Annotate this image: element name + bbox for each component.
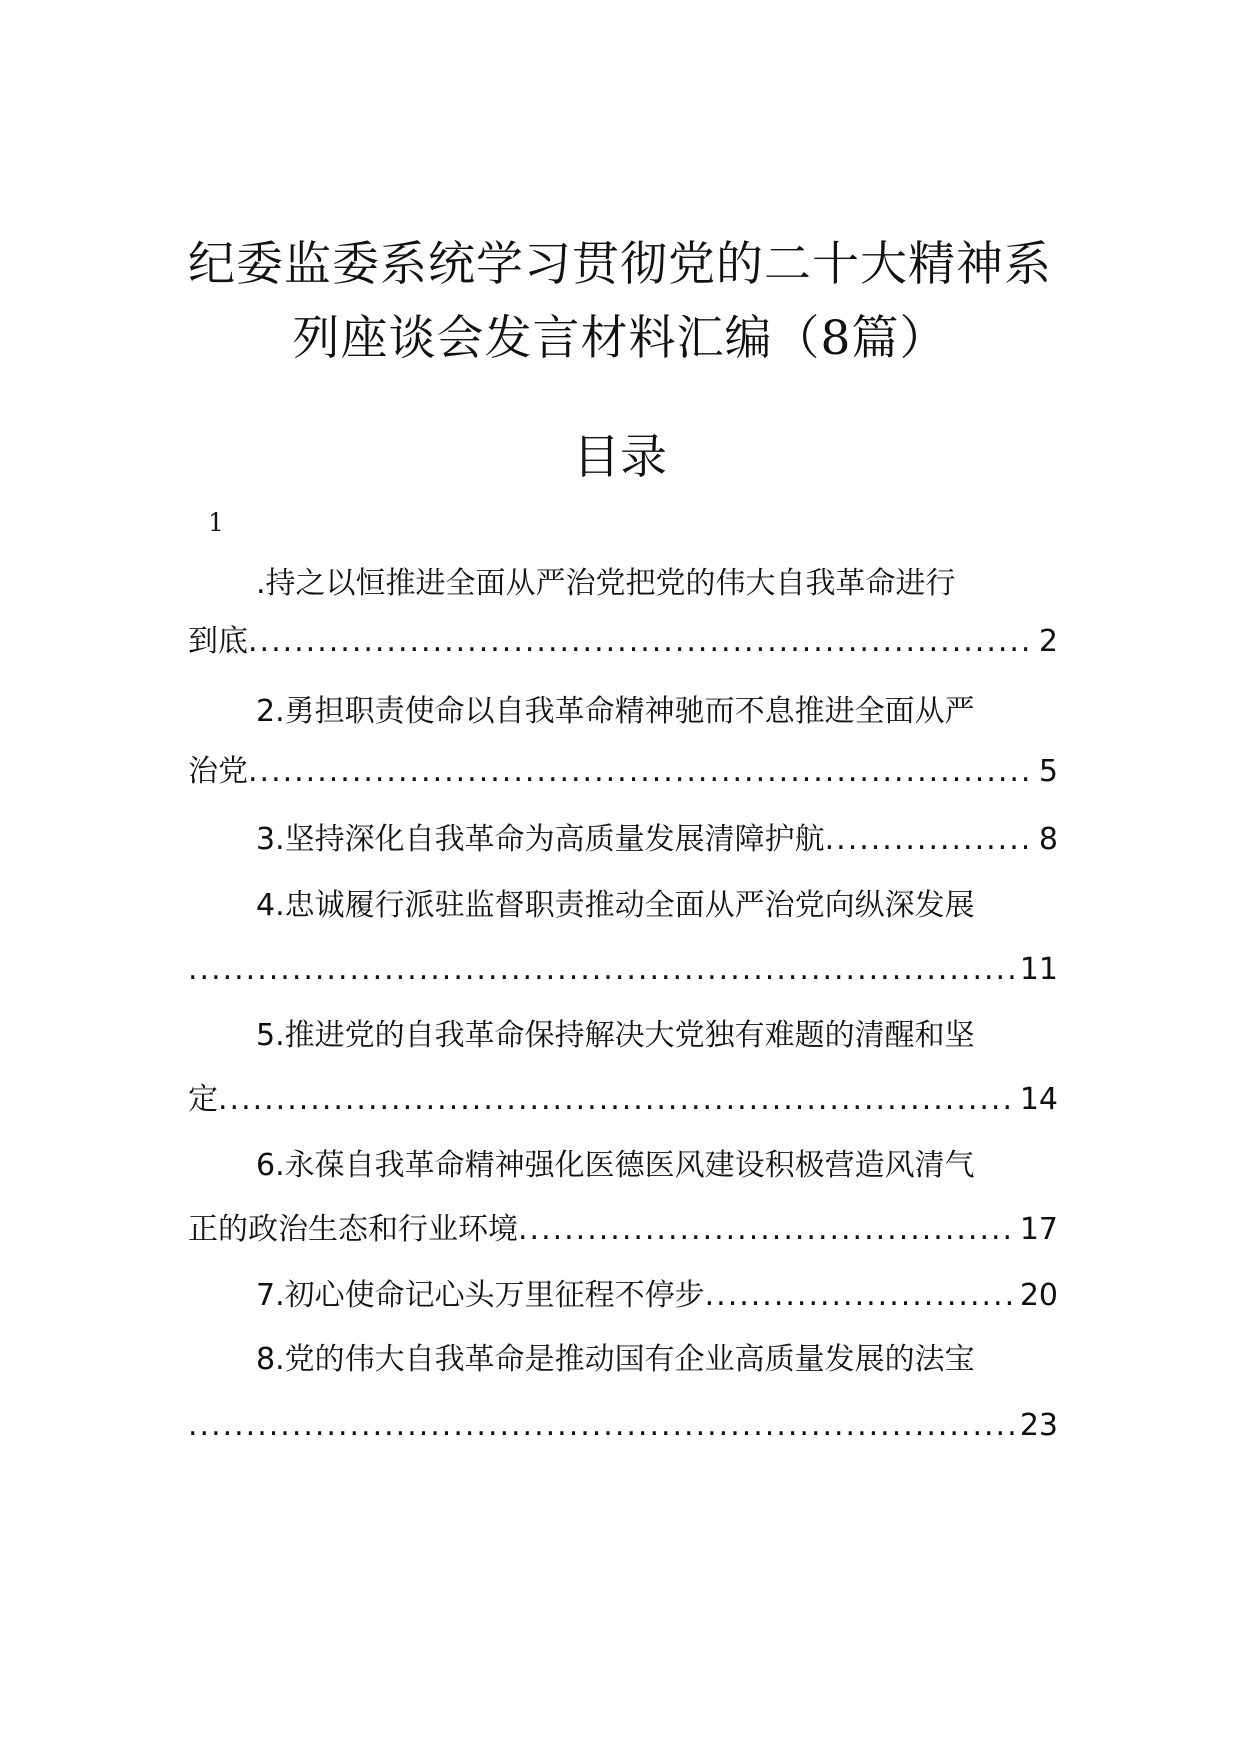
toc-entry-8-line-1[interactable] — [188, 1338, 1058, 1382]
dot-leader — [248, 750, 1035, 794]
title-line-2-suffix: 篇） — [851, 311, 948, 366]
dot-leader — [248, 620, 1035, 664]
toc-page-number: 11 — [1019, 952, 1058, 987]
toc-entry-1-line-1[interactable] — [188, 562, 1058, 606]
toc-entry-text: 到底 — [188, 624, 248, 659]
toc-entry-text: 正的政治生态和行业环境 — [188, 1212, 518, 1247]
toc-entry-4-line-1[interactable] — [188, 884, 1058, 928]
toc-entry-7[interactable] — [188, 1274, 1058, 1318]
dot-leader — [188, 1404, 1016, 1448]
toc-page-number: 2 — [1038, 624, 1058, 659]
toc-page-number: 5 — [1038, 754, 1058, 789]
toc-entry-3[interactable] — [188, 818, 1058, 862]
dot-leader — [218, 1078, 1016, 1122]
toc-entry-text: .持之以恒推进全面从严治党把党的伟大自我革命进行 — [256, 566, 956, 601]
toc-entry-6-line-2[interactable] — [188, 1208, 1058, 1252]
toc-entry-text: 治党 — [188, 754, 248, 789]
dot-leader — [825, 818, 1035, 862]
toc-page-number: 17 — [1019, 1212, 1058, 1247]
toc-page-number: 14 — [1019, 1082, 1058, 1117]
toc-entry-6-line-1[interactable] — [188, 1144, 1058, 1188]
toc-entry-5-line-2[interactable] — [188, 1078, 1058, 1122]
toc-entry-2-line-1[interactable] — [188, 690, 1058, 734]
document-title — [180, 228, 1060, 376]
dot-leader — [518, 1208, 1016, 1252]
dot-leader — [188, 948, 1016, 992]
page-marker: 1 — [208, 508, 224, 537]
title-count: 8 — [820, 311, 852, 366]
toc-entry-text: 定 — [188, 1082, 218, 1117]
toc-page-number: 20 — [1019, 1278, 1058, 1313]
title-line-2 — [180, 302, 1060, 376]
toc-page-number: 8 — [1038, 822, 1058, 857]
dot-leader — [705, 1274, 1016, 1318]
toc-entry-text: 3.坚持深化自我革命为高质量发展清障护航 — [256, 822, 825, 857]
toc-page-number: 23 — [1019, 1408, 1058, 1443]
toc-entry-4-line-2[interactable] — [188, 948, 1058, 992]
toc-entry-text: 2.勇担职责使命以自我革命精神驰而不息推进全面从严 — [256, 694, 975, 729]
toc-entry-text: 8.党的伟大自我革命是推动国有企业高质量发展的法宝 — [256, 1342, 975, 1377]
toc-entry-8-line-2[interactable] — [188, 1404, 1058, 1448]
title-line-1: 纪委监委系统学习贯彻党的二十大精神系 — [188, 237, 1052, 292]
toc-entry-text: 6.永葆自我革命精神强化医德医风建设积极营造风清气 — [256, 1148, 975, 1183]
toc-entry-text: 7.初心使命记心头万里征程不停步 — [256, 1278, 705, 1313]
toc-heading: 目录 — [573, 430, 667, 485]
toc-entry-1-line-2[interactable] — [188, 620, 1058, 664]
toc-entry-text: 5.推进党的自我革命保持解决大党独有难题的清醒和坚 — [256, 1018, 975, 1053]
toc-entry-2-line-2[interactable] — [188, 750, 1058, 794]
toc-entry-5-line-1[interactable] — [188, 1014, 1058, 1058]
toc-entry-text: 4.忠诚履行派驻监督职责推动全面从严治党向纵深发展 — [256, 888, 975, 923]
title-line-2-prefix: 列座谈会发言材料汇编（ — [292, 311, 821, 366]
